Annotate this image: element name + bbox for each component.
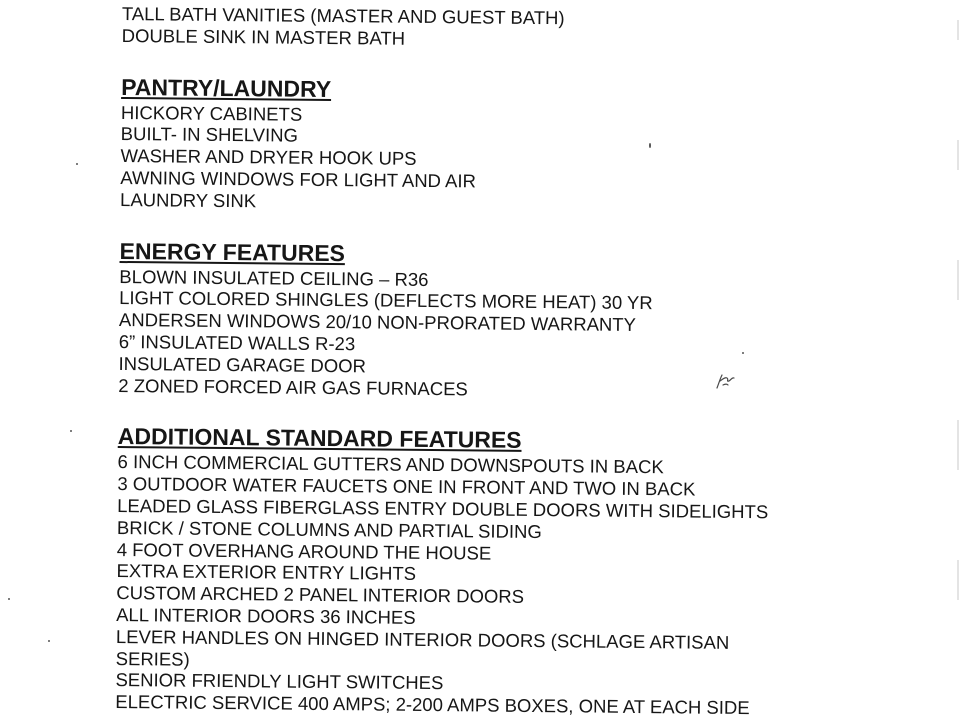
list-item: LEADED GLASS FIBERGLASS ENTRY DOUBLE DOORS WITH SIDELIGHTS	[117, 494, 769, 523]
list-item: BRICK / STONE COLUMNS AND PARTIAL SIDING	[116, 516, 542, 542]
document-body	[115, 3, 882, 720]
section-heading: ENERGY FEATURES	[119, 237, 346, 266]
list-item: WASHER AND DRYER HOOK UPS	[120, 145, 417, 170]
list-item: CUSTOM ARCHED 2 PANEL INTERIOR DOORS	[116, 582, 525, 608]
section-additional-standard-features	[115, 423, 878, 720]
list-item: 6” INSULATED WALLS R-23	[118, 330, 356, 355]
feature-list	[115, 451, 877, 720]
list-item: BLOWN INSULATED CEILING – R36	[119, 265, 429, 290]
list-item: LIGHT COLORED SHINGLES (DEFLECTS MORE HEAT) 30 YR	[119, 287, 653, 314]
list-item: ELECTRIC SERVICE 400 AMPS; 2-200 AMPS BOXES, ONE AT EACH SIDE	[115, 691, 750, 719]
section-energy-features	[118, 238, 879, 404]
list-item: SENIOR FRIENDLY LIGHT SWITCHES	[115, 669, 444, 694]
scan-speck	[649, 143, 651, 148]
list-item: INSULATED GARAGE DOOR	[118, 352, 367, 377]
list-item: LEVER HANDLES ON HINGED INTERIOR DOORS (SCHLAGE ARTISAN	[115, 625, 730, 653]
list-item: LAUNDRY SINK	[120, 188, 257, 212]
list-item: 2 ZONED FORCED AIR GAS FURNACES	[118, 374, 468, 399]
scan-speck	[8, 598, 10, 600]
list-item: 4 FOOT OVERHANG AROUND THE HOUSE	[116, 538, 492, 564]
scan-speck	[742, 352, 744, 354]
scan-speck	[76, 163, 78, 165]
section-heading: PANTRY/LAUNDRY	[121, 73, 332, 102]
list-item: ALL INTERIOR DOORS 36 INCHES	[116, 603, 416, 628]
list-item: EXTRA EXTERIOR ENTRY LIGHTS	[116, 560, 417, 585]
list-item: 3 OUTDOOR WATER FAUCETS ONE IN FRONT AND TWO IN BACK	[117, 473, 696, 500]
pen-scribble	[714, 369, 738, 391]
list-item: 6 INCH COMMERCIAL GUTTERS AND DOWNSPOUTS IN BACK	[117, 451, 664, 478]
section-heading: ADDITIONAL STANDARD FEATURES	[117, 423, 522, 454]
feature-list	[118, 266, 879, 404]
intro-line: DOUBLE SINK IN MASTER BATH	[121, 24, 406, 49]
feature-list	[120, 102, 881, 218]
list-item: SERIES)	[115, 647, 190, 670]
intro-lines	[122, 3, 882, 54]
intro-line: TALL BATH VANITIES (MASTER AND GUEST BATH)	[121, 3, 565, 29]
list-item: HICKORY CABINETS	[120, 101, 303, 125]
section-pantry-laundry	[120, 74, 881, 218]
list-item: AWNING WINDOWS FOR LIGHT AND AIR	[120, 166, 477, 192]
list-item: BUILT- IN SHELVING	[120, 123, 299, 147]
scan-edge-marks	[954, 0, 960, 720]
scan-speck	[70, 430, 72, 432]
list-item: ANDERSEN WINDOWS 20/10 NON-PRORATED WARRANTY	[118, 309, 637, 336]
scan-speck	[48, 640, 50, 642]
